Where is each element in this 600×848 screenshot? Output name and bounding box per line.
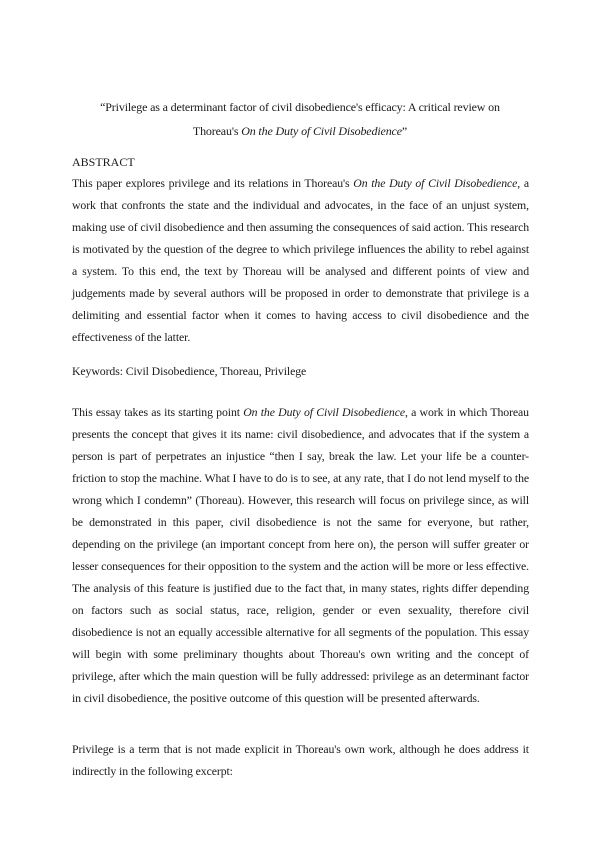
abstract-paragraph xyxy=(72,172,529,348)
body-p1-work-name: On the Duty of Civil Disobedience xyxy=(243,405,405,419)
title-line-2 xyxy=(72,119,528,143)
abstract-work-name: On the Duty of Civil Disobedience xyxy=(353,176,518,190)
body-p1-end: , a work in which Thoreau presents the concept that gives it its name: civil disobedience, and advocates that if the system a person is part of perpetrates an injustice “then I say, break the law. Let your life be a counter-friction to stop the machine. What I have to do is to see, at any rate, that I do not lend myself to the wrong which I condemn” (Thoreau). However, this research will focus on privilege since, as will be demonstrated in this paper, civil disobedience is not the same for everyone, but rather, depending on the privilege (an important concept from here on), the person will suffer greater or lesser consequences for their opposition to the system and the action will be more or less effective. The analysis of this feature is justified due to the fact that, in many states, rights differ depending on factors such as social status, race, religion, gender or even sexuality, therefore civil disobedience is not an equally accessible alternative for all segments of the population. This essay will begin with some preliminary thoughts about Thoreau's own writing and the concept of privilege, after which the main question will be fully addressed: privilege as an determinant factor in civil disobedience, the positive outcome of this question will be presented afterwards. xyxy=(72,405,529,705)
body-paragraph-1 xyxy=(72,401,529,709)
abstract-heading: ABSTRACT xyxy=(72,155,135,169)
body-paragraph-2: Privilege is a term that is not made explicit in Thoreau's own work, although he does address it indirectly in the following excerpt: xyxy=(72,742,529,778)
paper-title xyxy=(72,95,528,143)
title-prefix: Thoreau's xyxy=(192,124,242,138)
title-line-1: “Privilege as a determinant factor of civil disobedience's efficacy: A critical review on xyxy=(100,100,500,114)
keywords-line: Keywords: Civil Disobedience, Thoreau, Privilege xyxy=(72,364,307,378)
title-suffix: ” xyxy=(401,124,408,138)
title-work-name: On the Duty of Civil Disobedience xyxy=(241,124,402,138)
abstract-text-start: This paper explores privilege and its relations in Thoreau's xyxy=(72,176,354,190)
abstract-text-end: , a work that confronts the state and the individual and advocates, in the face of an unjust system, making use of civil disobedience and then assuming the consequences of said action. This research is motivated by the question of the degree to which privilege influences the ability to rebel against a system. To this end, the text by Thoreau will be analysed and different points of view and judgements made by several authors will be proposed in order to demonstrate that privilege is a delimiting and essential factor when it comes to having access to civil disobedience and the effectiveness of the latter. xyxy=(72,176,529,344)
body-p1-start: This essay takes as its starting point xyxy=(72,405,244,419)
